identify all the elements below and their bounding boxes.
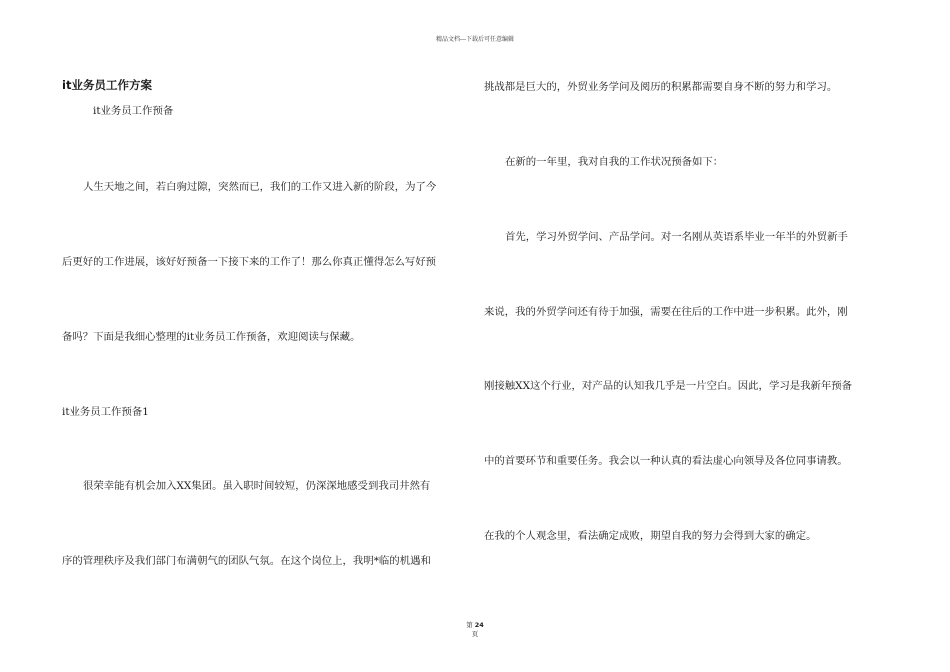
document-subtitle: it业务员工作预备 <box>93 105 174 117</box>
section-heading: it业务员工作预备1 <box>62 406 149 418</box>
document-title: it业务员工作方案 <box>62 78 152 92</box>
paragraph-line: 在新的一年里，我对自我的工作状况预备如下： <box>505 156 724 168</box>
right-column <box>484 0 894 620</box>
paragraph-line: 中的首要环节和重要任务。我会以一种认真的看法虚心向领导及各位同事请教。 <box>484 455 848 467</box>
paragraph-line: 很荣幸能有机会加入XX集团。虽入职时间较短，仍深深地感受到我司井然有 <box>83 480 431 492</box>
paragraph-line: 挑战都是巨大的，外贸业务学问及阅历的积累都需要自身不断的努力和学习。 <box>484 81 838 93</box>
paragraph-line: 备吗？下面是我细心整理的it业务员工作预备，欢迎阅读与保藏。 <box>62 331 361 343</box>
header-note: 精品文档---下载后可任意编辑 <box>435 36 515 43</box>
paragraph-line: 在我的个人观念里，看法确定成败，期望自我的努力会得到大家的确定。 <box>484 530 817 542</box>
paragraph-line: 序的管理秩序及我们部门布满朝气的团队气氛。在这个岗位上，我明*临的机遇和 <box>62 555 431 567</box>
paragraph-line: 后更好的工作进展，该好好预备一下接下来的工作了！那么你真正懂得怎么写好预 <box>62 256 437 268</box>
page-footer <box>0 621 950 639</box>
page-suffix: 页 <box>471 630 479 638</box>
paragraph-line: 刚接触XX这个行业，对产品的认知我几乎是一片空白。因此，学习是我新年预备 <box>484 380 853 392</box>
paragraph-line: 来说，我的外贸学问还有待于加强，需要在往后的工作中进一步积累。此外，刚 <box>484 306 848 318</box>
page-number: 24 <box>474 621 484 629</box>
paragraph-line: 首先，学习外贸学问、产品学问。对一名刚从英语系毕业一年半的外贸新手 <box>505 231 848 243</box>
page-prefix: 第 <box>466 621 473 629</box>
paragraph-line: 人生天地之间，若白驹过隙，突然而已，我们的工作又进入新的阶段，为了今 <box>83 181 437 193</box>
left-column <box>62 0 472 620</box>
